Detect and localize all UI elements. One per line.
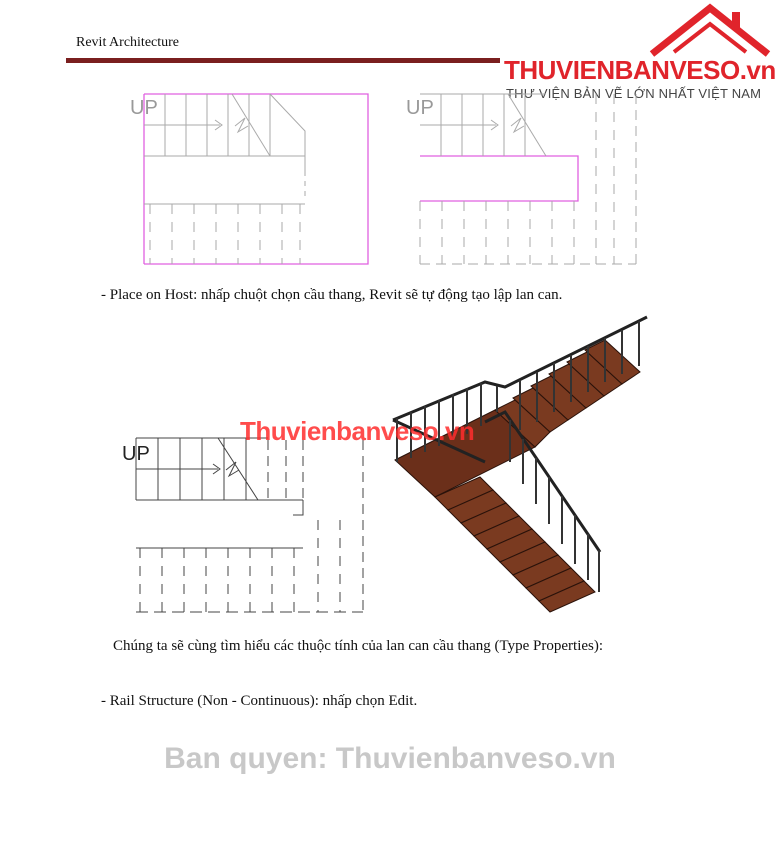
stair-plan-left [130, 94, 368, 264]
stair-plan-right [406, 94, 636, 264]
house-roof-icon [640, 2, 780, 58]
logo-tagline: THƯ VIỆN BẢN VẼ LỚN NHẤT VIỆT NAM [506, 86, 762, 101]
paragraph-type-properties: Chúng ta sẽ cùng tìm hiểu các thuộc tính của lan can cầu thang (Type Properties): [113, 638, 604, 654]
bullet-rail-structure: - Rail Structure (Non - Continuous): nhấp chọn Edit. [101, 693, 418, 709]
stair-plan-figures-top [120, 86, 650, 271]
up-label: UP [130, 97, 158, 119]
up-label: UP [406, 97, 434, 119]
bullet-place-on-host: - Place on Host: nhấp chuột chọn cầu thang, Revit sẽ tự động tạo lập lan can. [101, 287, 563, 303]
up-label: UP [122, 443, 150, 465]
header-divider [66, 58, 500, 63]
watermark-bottom: Ban quyen: Thuvienbanveso.vn [164, 742, 616, 775]
logo-brand: THUVIENBANVESO.vn [504, 55, 776, 85]
watermark-center: Thuvienbanveso.vn [240, 416, 475, 446]
stair-3d-render [385, 312, 655, 614]
header-title: Revit Architecture [76, 35, 180, 50]
stair-plan-lower [118, 430, 368, 615]
